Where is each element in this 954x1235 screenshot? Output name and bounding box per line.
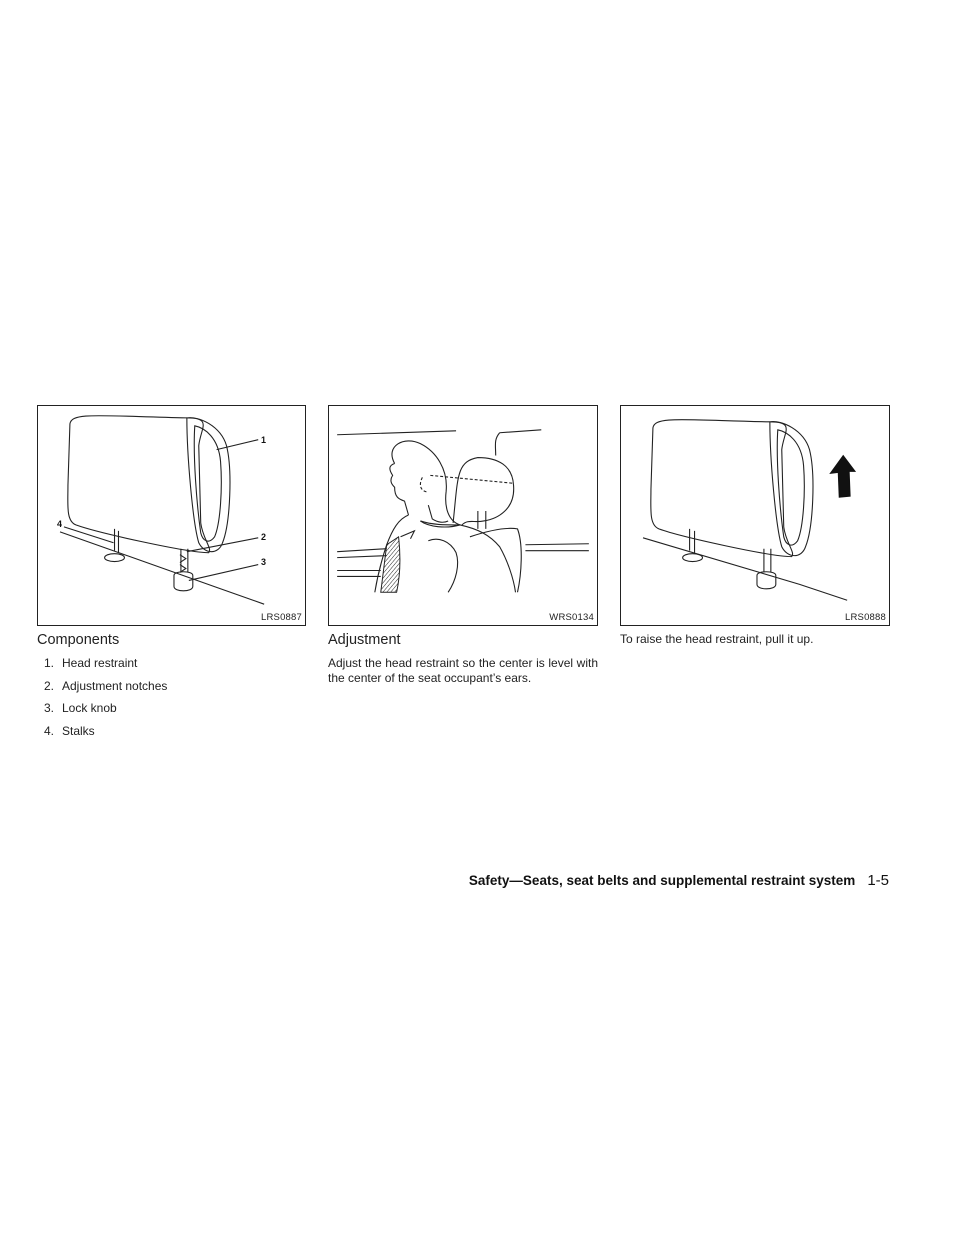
figure-code: LRS0888 (844, 612, 886, 623)
footer-section-title: Safety—Seats, seat belts and supplemental restraint system (468, 873, 856, 888)
callout-3: 3 (261, 557, 267, 567)
components-heading: Components (37, 632, 120, 648)
page-footer (469, 872, 889, 889)
list-item: 3. Lock knob (44, 701, 117, 715)
adjustment-paragraph: Adjust the head restraint so the center is level with the center of the seat occupant’s ears. (328, 656, 598, 685)
figure-code: LRS0887 (260, 612, 302, 623)
callout-1: 1 (261, 435, 267, 445)
callout-4: 4 (57, 519, 63, 529)
list-item: 4. Stalks (44, 723, 95, 738)
raise-paragraph: To raise the head restraint, pull it up. (620, 632, 814, 646)
adjustment-heading: Adjustment (328, 632, 401, 648)
figure-adjustment (328, 405, 598, 626)
components-list (44, 656, 167, 746)
seat-occupant-illustration (329, 406, 597, 625)
figure-raise (620, 405, 890, 626)
list-item: 1. Head restraint (44, 656, 138, 670)
figure-code: WRS0134 (549, 612, 594, 623)
list-item: 2. Adjustment notches (44, 678, 168, 693)
up-arrow-icon (830, 456, 855, 498)
callout-2: 2 (261, 532, 267, 542)
head-restraint-raise-illustration (621, 406, 889, 625)
page-number: 1-5 (867, 872, 889, 889)
figure-components (37, 405, 306, 626)
